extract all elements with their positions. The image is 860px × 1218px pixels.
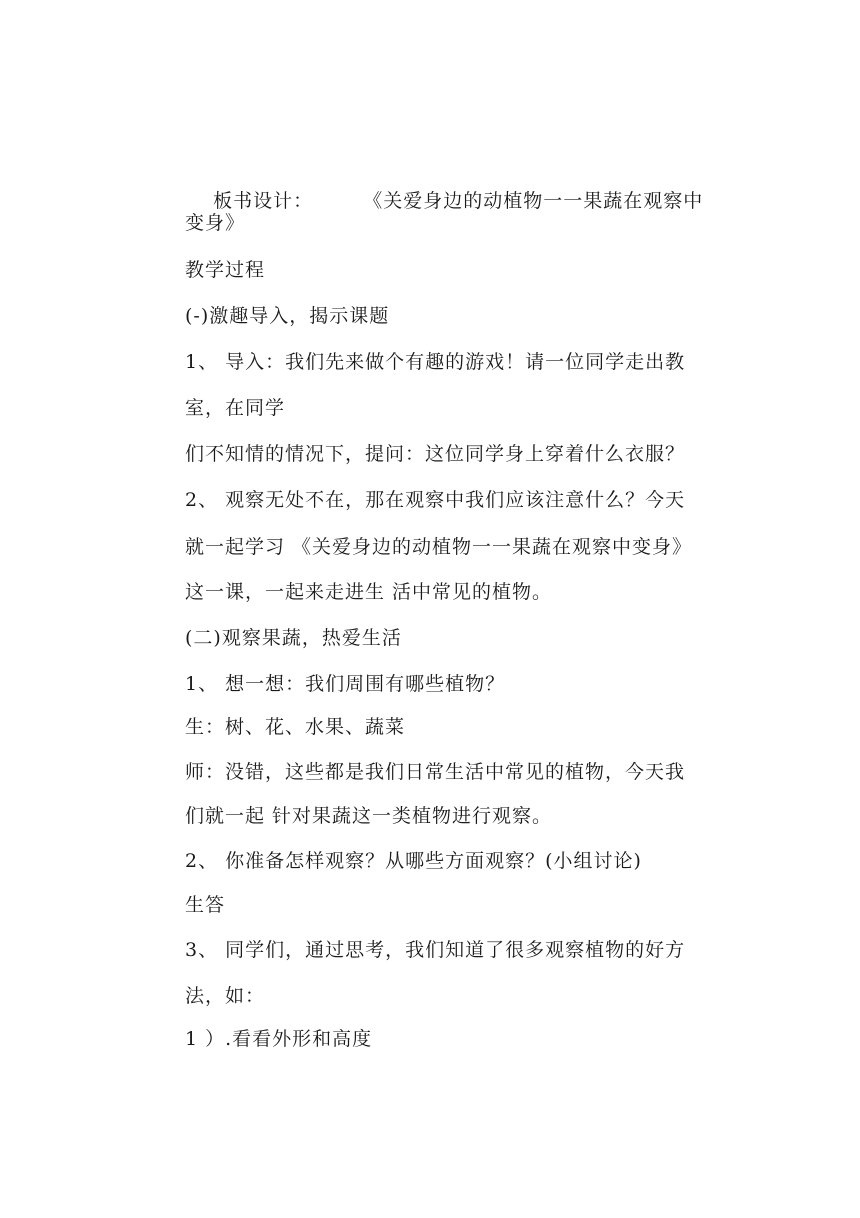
text-line: 2、 你准备怎样观察？从哪些方面观察？(小组讨论) — [185, 850, 642, 872]
text-line: 们不知情的情况下，提问：这位同学身上穿着什么衣服？ — [185, 443, 686, 465]
text-line: 3、 同学们，通过思考，我们知道了很多观察植物的好方 — [185, 939, 686, 961]
board-design-line — [185, 165, 703, 237]
text-line: 师：没错，这些都是我们日常生活中常见的植物，今天我 — [185, 761, 686, 783]
text-line: 们就一起 针对果蔬这一类植物进行观察。 — [185, 805, 553, 827]
text-line: 1、 想一想：我们周围有哪些植物？ — [185, 673, 506, 695]
board-design-label: 板书设计： — [213, 190, 314, 212]
text-line: 这一课，一起来走进生 活中常见的植物。 — [185, 581, 553, 603]
subsection-heading: (二)观察果蔬，热爱生活 — [185, 627, 402, 649]
text-line: 室，在同学 — [185, 397, 286, 419]
text-line: 生答 — [185, 894, 226, 916]
text-line: 法，如： — [185, 985, 266, 1007]
text-line: 2、 观察无处不在，那在观察中我们应该注意什么？今天 — [185, 489, 686, 511]
text-line: 1 ）.看看外形和高度 — [185, 1028, 373, 1050]
text-line: 就一起学习 《关爱身边的动植物一一果蔬在观察中变身》 — [185, 536, 693, 558]
section-heading: 教学过程 — [185, 259, 266, 281]
text-line: 1、 导入：我们先来做个有趣的游戏！请一位同学走出教 — [185, 351, 686, 373]
subsection-heading: (-)激趣导入，揭示课题 — [185, 305, 390, 327]
text-line: 变身》 — [185, 212, 246, 234]
board-design-title: 《关爱身边的动植物一一果蔬在观察中 — [363, 190, 704, 212]
text-line: 生：树、花、水果、蔬菜 — [185, 716, 406, 738]
